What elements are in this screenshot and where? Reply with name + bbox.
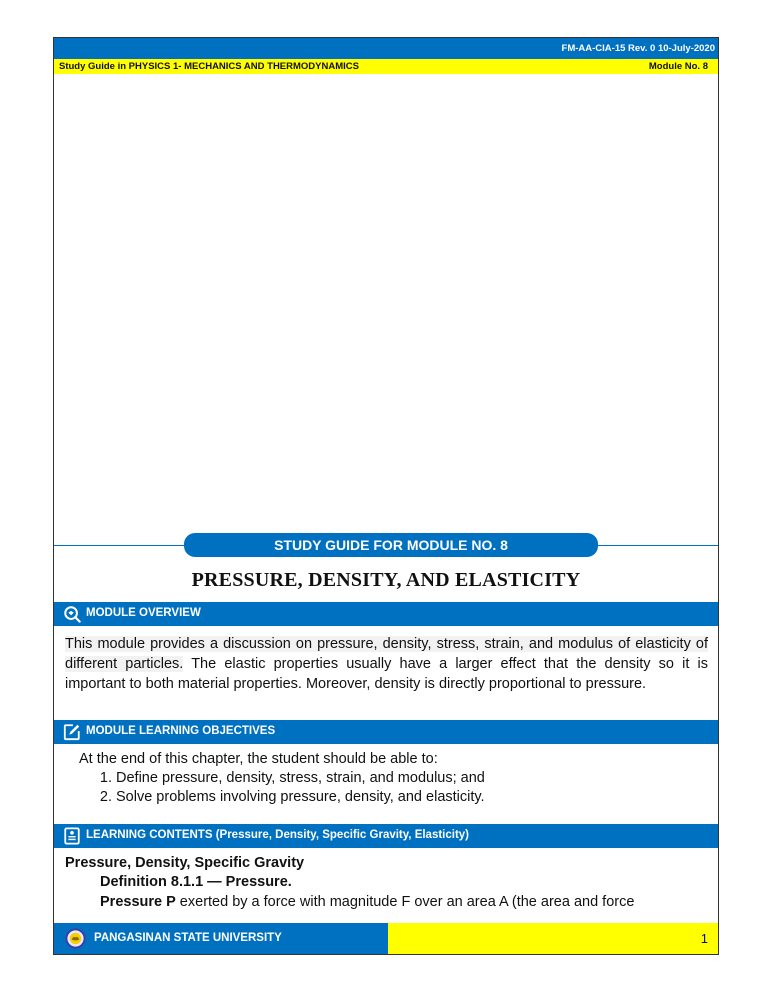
definition-term: Pressure P bbox=[100, 894, 176, 910]
definition-title: Definition 8.1.1 — Pressure. bbox=[100, 874, 292, 890]
course-title: Study Guide in PHYSICS 1- MECHANICS AND THERMODYNAMICS bbox=[59, 61, 359, 72]
section-header-objectives bbox=[54, 720, 718, 744]
overview-text: The elastic properties usually have a larger effect that the density so it is important to both material properties. Moreover, density is directly proportional to pressure. bbox=[65, 656, 708, 692]
section-title: LEARNING CONTENTS (Pressure, Density, Specific Gravity, Elasticity) bbox=[86, 829, 470, 841]
document-icon bbox=[63, 827, 81, 845]
objective-item: 2. Solve problems involving pressure, density, and elasticity. bbox=[116, 788, 485, 807]
definition-text: exerted by a force with magnitude F over an area A (the area and force bbox=[175, 894, 635, 910]
page-number: 1 bbox=[700, 931, 708, 946]
university-seal-icon bbox=[65, 928, 86, 949]
header-yellow-band bbox=[54, 59, 718, 74]
footer-yellow-band bbox=[388, 923, 718, 954]
study-guide-pill: STUDY GUIDE FOR MODULE NO. 8 bbox=[184, 533, 598, 557]
edit-icon bbox=[63, 723, 81, 741]
form-code: FM-AA-CIA-15 Rev. 0 10-July-2020 bbox=[561, 43, 715, 54]
overview-paragraph bbox=[65, 634, 708, 694]
section-title: MODULE LEARNING OBJECTIVES bbox=[86, 725, 276, 737]
section-title: MODULE OVERVIEW bbox=[86, 607, 201, 619]
section-header-overview bbox=[54, 602, 718, 626]
section-header-contents bbox=[54, 824, 718, 848]
contents-heading: Pressure, Density, Specific Gravity bbox=[65, 855, 305, 871]
objectives-intro: At the end of this chapter, the student should be able to: bbox=[79, 751, 438, 767]
page-title: PRESSURE, DENSITY, AND ELASTICITY bbox=[191, 569, 581, 591]
university-name: PANGASINAN STATE UNIVERSITY bbox=[94, 932, 282, 944]
magnifier-icon bbox=[63, 605, 81, 623]
footer-blue-band bbox=[54, 923, 388, 954]
overview-text-highlight: This module provides a discussion on pressure, density, stress, strain, and modulus of elasticity of different particles. bbox=[65, 636, 708, 672]
objective-item: 1. Define pressure, density, stress, strain, and modulus; and bbox=[116, 769, 485, 788]
module-label: Module No. 8 bbox=[648, 61, 708, 72]
definition-paragraph bbox=[100, 893, 634, 912]
header-blue-band bbox=[54, 38, 718, 59]
document-page bbox=[53, 37, 719, 954]
objectives-list bbox=[89, 769, 485, 807]
page-footer bbox=[53, 923, 719, 955]
